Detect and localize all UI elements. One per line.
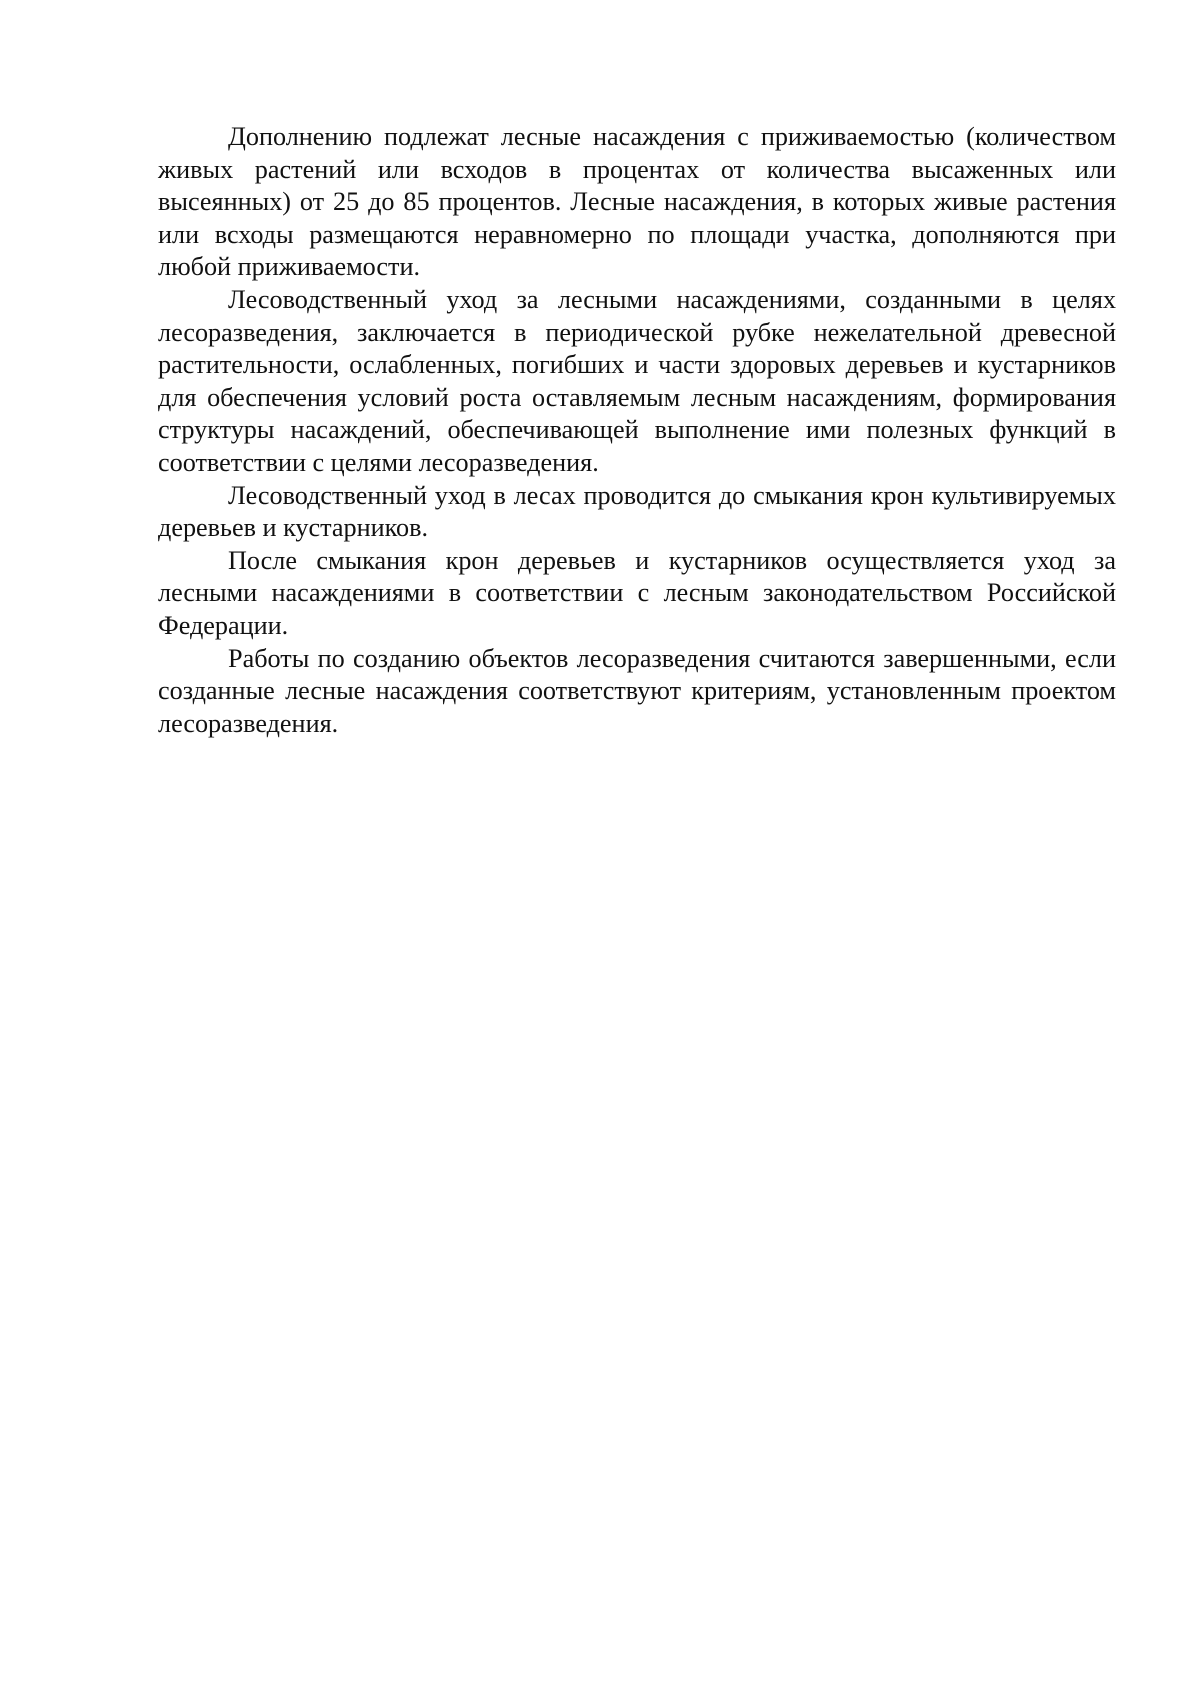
paragraph-replanting: Дополнению подлежат лесные насаждения с приживаемостью (количеством живых растений или всходов в процентах от количества высаженных или высеянных) от 25 до 85 процентов. Лесные насаждения, в которых живые растения или всходы размещаются неравномерно по площади участка, дополняются при любой приживаемости. <box>158 122 1116 282</box>
paragraph-care-duration: Лесоводственный уход в лесах проводится до смыкания крон культивируемых деревьев и кустарников. <box>158 480 1116 543</box>
paragraph-completion-criteria: Работы по созданию объектов лесоразведения считаются завершенными, если созданные лесные насаждения соответствуют критериям, установленным проектом лесоразведения. <box>158 643 1116 738</box>
paragraph-after-canopy-closure: После смыкания крон деревьев и кустарников осуществляется уход за лесными насаждениями в соответствии с лесным законодательством Российской Федерации. <box>158 545 1116 640</box>
document-body <box>158 121 1116 740</box>
paragraph-silvicultural-care: Лесоводственный уход за лесными насаждениями, созданными в целях лесоразведения, заключается в периодической рубке нежелательной древесной растительности, ослабленных, погибших и части здоровых деревьев и кустарников для обеспечения условий роста оставляемым лесным насаждениям, формирования структуры насаждений, обеспечивающей выполнение ими полезных функций в соответствии с целями лесоразведения. <box>158 284 1116 477</box>
